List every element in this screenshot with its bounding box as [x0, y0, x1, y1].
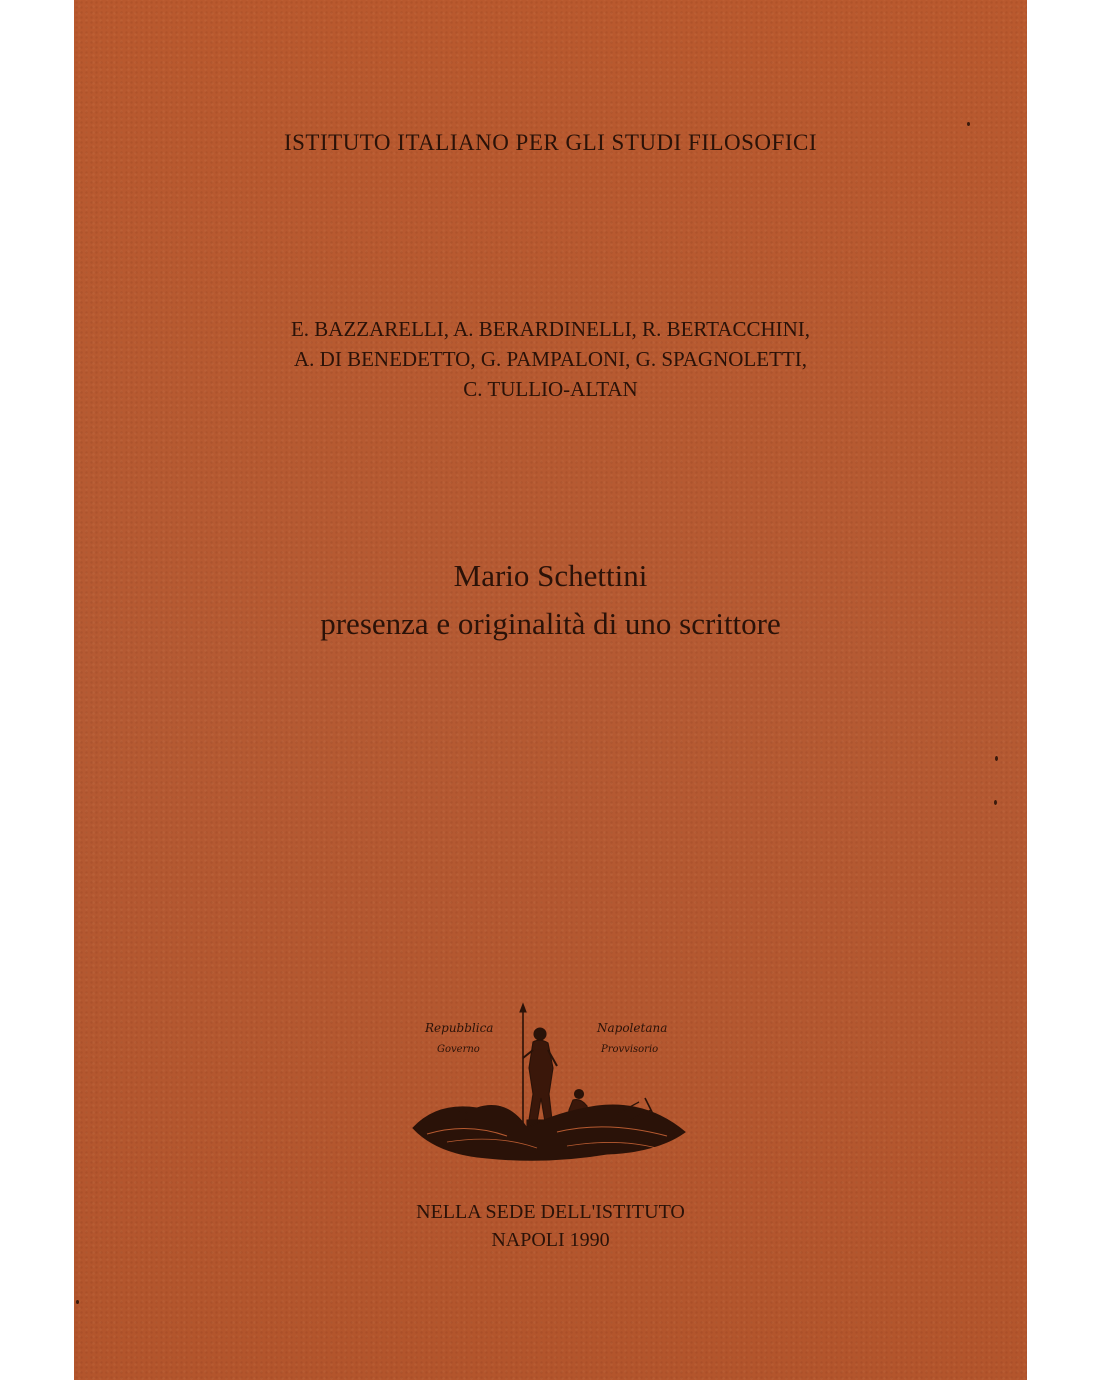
institute-name: ISTITUTO ITALIANO PER GLI STUDI FILOSOFICI — [283, 130, 817, 155]
emblem-text: Napoletana — [597, 1021, 668, 1035]
publisher-line-2: NAPOLI 1990 — [491, 1229, 610, 1251]
paper-speck — [76, 1300, 79, 1304]
publisher-info — [74, 1198, 1027, 1254]
republic-emblem-icon — [407, 1002, 692, 1168]
book-title — [74, 552, 1027, 648]
author-line: E. BAZZARELLI, A. BERARDINELLI, R. BERTACCHINI, — [290, 317, 811, 341]
paper-speck — [994, 800, 997, 805]
author-line: A. DI BENEDETTO, G. PAMPALONI, G. SPAGNOLETTI, — [294, 347, 807, 371]
publisher-line-1: NELLA SEDE DELL'ISTITUTO — [416, 1201, 685, 1223]
book-cover — [74, 0, 1027, 1380]
emblem-text: Governo — [437, 1044, 480, 1055]
author-list — [74, 314, 1027, 404]
author-line: C. TULLIO-ALTAN — [463, 377, 638, 401]
paper-speck — [967, 122, 970, 126]
title-line-1: Mario Schettini — [453, 558, 648, 593]
title-line-2: presenza e originalità di uno scrittore — [320, 606, 781, 641]
emblem-text: Repubblica — [425, 1021, 494, 1035]
emblem-text: Provvisorio — [601, 1044, 659, 1055]
paper-speck — [995, 756, 998, 761]
